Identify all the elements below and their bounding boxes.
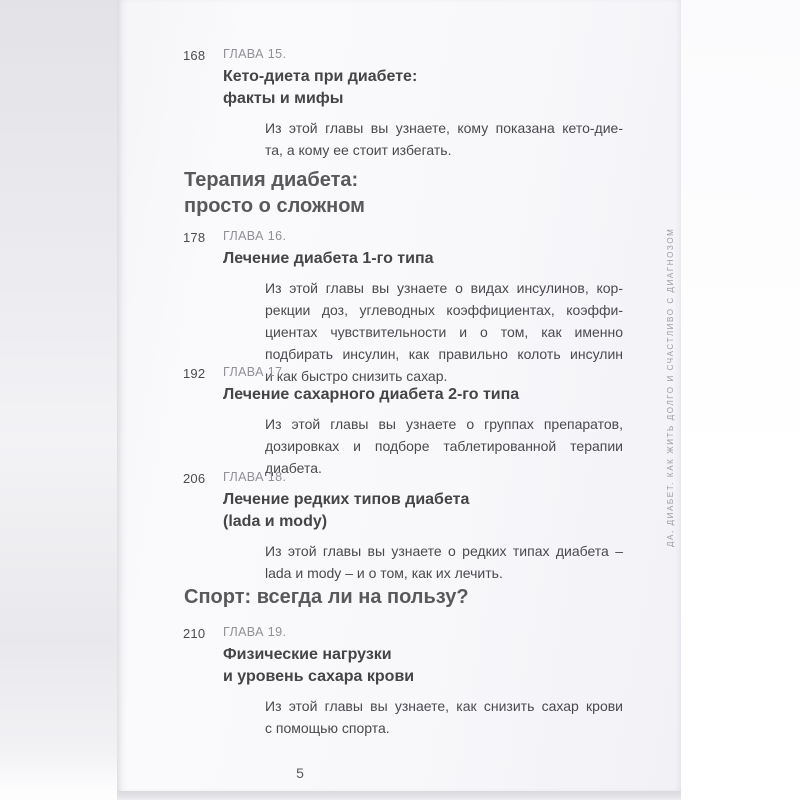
chapter-title: Лечение редких типов диабета (lada и mody) — [223, 491, 470, 530]
chapter-description: Из этой главы вы узнаете о группах препаратов, дозировках и подборе таблетированной терапии диабета. — [265, 416, 623, 476]
chapter-description: Из этой главы вы узнаете о видах инсулинов, кор- рекции доз, углеводных коэффициентах, коэффи- циентах чувствительности и о том, как именно подбирать инсулин, как правильно колоть инсулин и как быстро снизить сахар. — [265, 280, 623, 384]
chapter-label: ГЛАВА 16. — [223, 229, 287, 243]
chapter-page-number: 178 — [183, 230, 206, 245]
chapter-title: Кето-диета при диабете: факты и мифы — [223, 68, 418, 107]
page-shadow — [117, 791, 681, 800]
chapter-label: ГЛАВА 17. — [223, 365, 287, 379]
chapter-label: ГЛАВА 19. — [223, 625, 287, 639]
chapter-description: Из этой главы вы узнаете, кому показана кето-дие- та, а кому ее стоит избегать. — [265, 120, 623, 158]
chapter-label: ГЛАВА 18. — [223, 470, 287, 484]
toc-entry-chapter-15 — [183, 47, 630, 161]
chapter-page-number: 192 — [183, 366, 206, 381]
backdrop-left-strip — [0, 0, 118, 800]
chapter-title: Лечение диабета 1-го типа — [223, 250, 434, 267]
page-number: 5 — [296, 765, 304, 781]
toc-entry-chapter-19 — [183, 625, 630, 739]
chapter-page-number: 168 — [183, 48, 206, 63]
chapter-label: ГЛАВА 15. — [223, 47, 287, 61]
chapter-description: Из этой главы вы узнаете, как снизить сахар крови с помощью спорта. — [265, 698, 623, 736]
toc-entry-chapter-18 — [183, 470, 630, 584]
section-heading-therapy: Терапия диабета: просто о сложном — [184, 169, 365, 217]
chapter-title: Лечение сахарного диабета 2-го типа — [223, 386, 520, 403]
chapter-title: Физические нагрузки и уровень сахара крови — [223, 646, 415, 685]
book-page — [117, 0, 681, 791]
section-heading-sport: Спорт: всегда ли на пользу? — [184, 586, 469, 608]
chapter-page-number: 206 — [183, 471, 206, 486]
book-edge-title: ДА, ДИАБЕТ. КАК ЖИТЬ ДОЛГО И СЧАСТЛИВО С ДИАГНОЗОМ — [666, 227, 675, 547]
chapter-page-number: 210 — [183, 626, 206, 641]
backdrop-right-strip — [681, 0, 800, 800]
toc-entry-chapter-17 — [183, 365, 630, 479]
toc-entry-chapter-16 — [183, 229, 630, 387]
chapter-description: Из этой главы вы узнаете о редких типах диабета – lada и mody – и о том, как их лечить. — [265, 543, 623, 581]
